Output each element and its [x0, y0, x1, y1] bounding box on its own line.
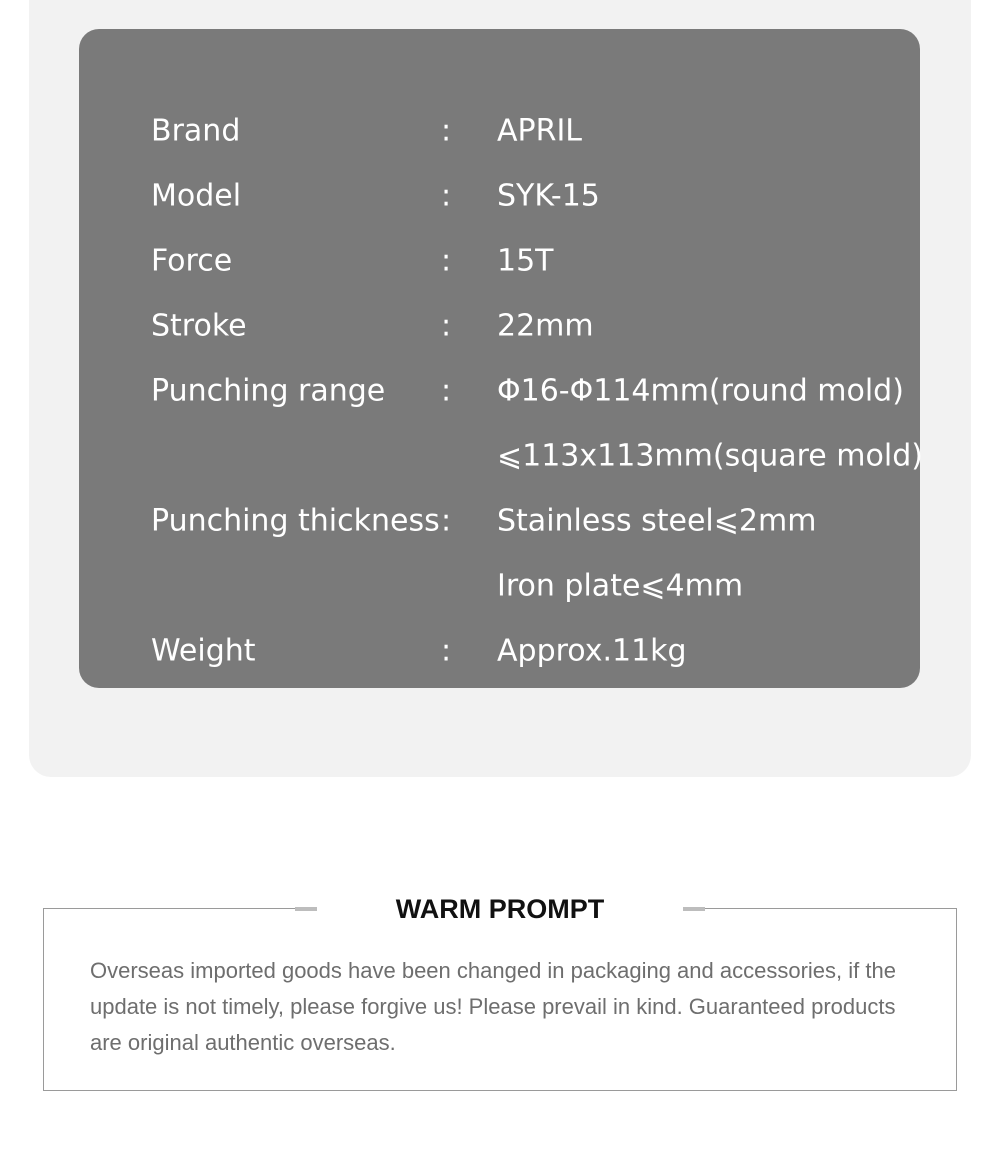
- spec-row-punching-thickness: [79, 488, 920, 553]
- spec-value: 22mm: [497, 308, 594, 343]
- spec-row-brand: [79, 98, 920, 163]
- spec-row-punching-range-square: [79, 423, 923, 488]
- warm-prompt-text: Overseas imported goods have been changed in packaging and accessories, if the update is not timely, please forgive us! Please prevail in kind. Guaranteed products are original authentic overseas.: [90, 958, 896, 1055]
- spec-colon: :: [441, 633, 452, 668]
- warm-prompt-box: [43, 908, 957, 1091]
- spec-label: Brand: [151, 113, 241, 148]
- spec-row-weight: [79, 618, 920, 683]
- spec-colon: :: [441, 113, 452, 148]
- spec-row-force: [79, 228, 920, 293]
- spec-colon: :: [441, 503, 452, 538]
- spec-colon: :: [441, 308, 452, 343]
- spec-value: ⩽113x113mm(square mold): [497, 438, 923, 473]
- spec-colon: :: [441, 243, 452, 278]
- spec-row-stroke: [79, 293, 920, 358]
- spec-card: [79, 29, 923, 688]
- warm-prompt-title: WARM PROMPT: [395, 894, 605, 924]
- spec-value: 15T: [497, 243, 554, 278]
- spec-label: Punching thickness: [151, 503, 440, 538]
- spec-colon: :: [441, 178, 452, 213]
- spec-value: Stainless steel⩽2mm: [497, 503, 817, 538]
- spec-label: Punching range: [151, 373, 386, 408]
- spec-label: Force: [151, 243, 233, 278]
- spec-label: Stroke: [151, 308, 247, 343]
- spec-value: Approx.11kg: [497, 633, 687, 668]
- spec-row-model: [79, 163, 920, 228]
- spec-value: Iron plate⩽4mm: [497, 568, 744, 603]
- spec-value: SYK-15: [497, 178, 600, 213]
- spec-value: APRIL: [497, 113, 583, 148]
- spec-value: Φ16-Φ114mm(round mold): [497, 373, 904, 408]
- spec-colon: :: [441, 373, 452, 408]
- spec-label: Weight: [151, 633, 256, 668]
- spec-row-punching-thickness-iron: [79, 553, 920, 618]
- spec-label: Model: [151, 178, 242, 213]
- spec-row-punching-range: [79, 358, 920, 423]
